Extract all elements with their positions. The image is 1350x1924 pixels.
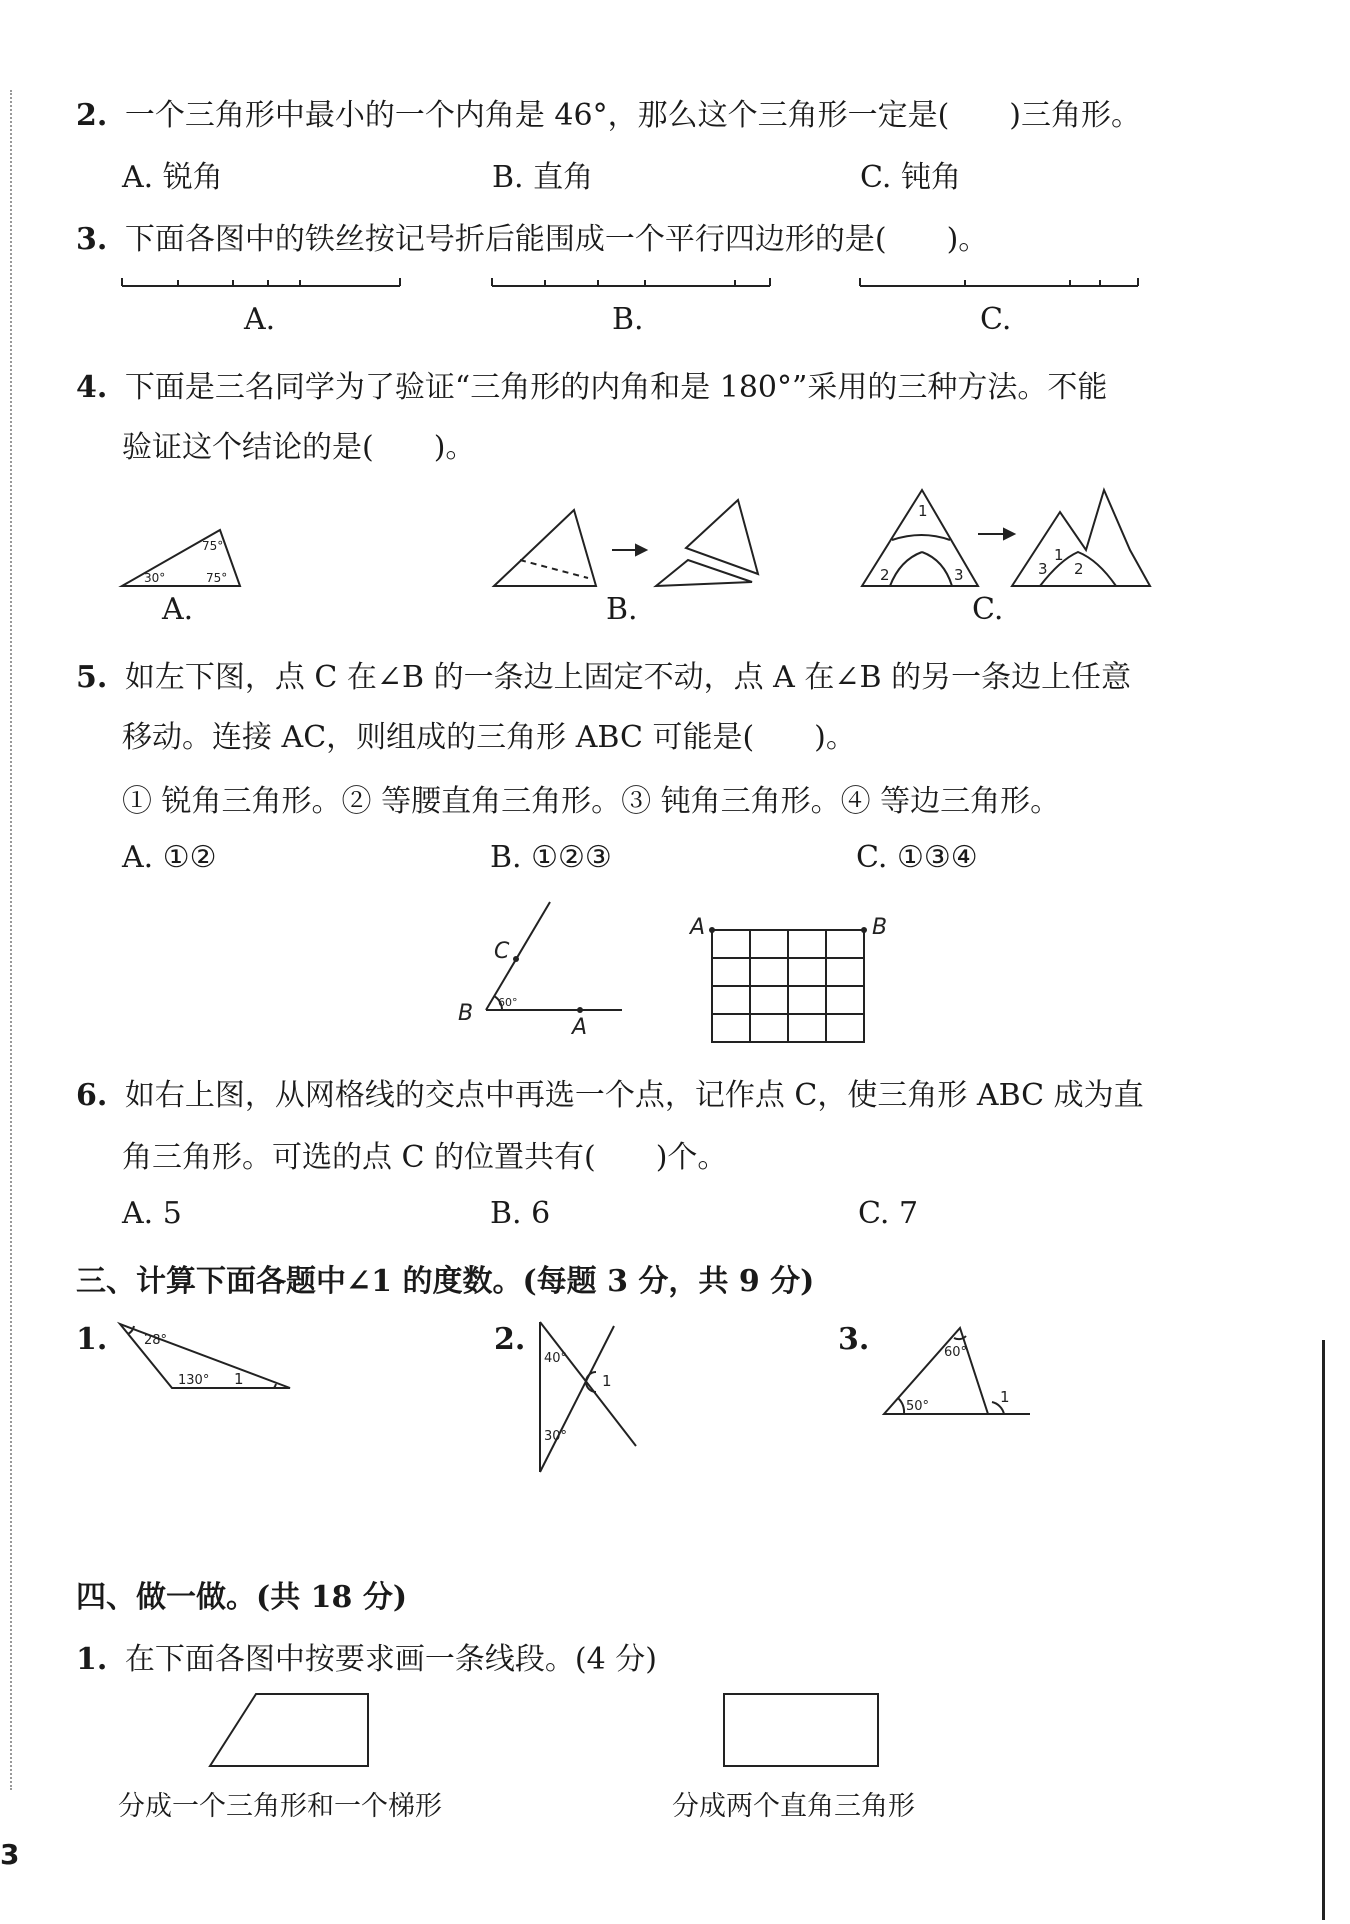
question-5-line2: 移动。连接 AC，则组成的三角形 ABC 可能是( )。: [122, 720, 856, 755]
s3-item-1-number: 1.: [76, 1322, 108, 1357]
fig1-angle-130: 130°: [178, 1373, 210, 1388]
question-number: 2.: [76, 98, 108, 133]
fig3-angle-50: 50°: [906, 1399, 930, 1414]
point-c-label: C: [494, 939, 510, 964]
q4-option-a[interactable]: A.: [162, 592, 194, 627]
question-text-line1: 下面是三名同学为了验证“三角形的内角和是 180°”采用的三种方法。不能: [124, 370, 1108, 405]
wire-c: [860, 278, 1138, 286]
question-text: 在下面各图中按要求画一条线段。(4 分): [124, 1642, 657, 1677]
s4-parallelogram[interactable]: [210, 1690, 410, 1780]
fig-c-label-3: 3: [954, 566, 964, 584]
q6-option-c[interactable]: C. 7: [858, 1196, 919, 1231]
angle-60-label: 60°: [498, 996, 518, 1009]
s3-item-3-number: 3.: [838, 1322, 870, 1357]
fig3-angle-60: 60°: [944, 1345, 968, 1360]
fig2-angle-40: 40°: [544, 1351, 568, 1366]
question-6: [76, 1070, 1144, 1114]
fig3-angle-1: 1: [1000, 1388, 1010, 1406]
question-text: 下面各图中的铁丝按记号折后能围成一个平行四边形的是( )。: [124, 222, 989, 257]
question-4-line2: 验证这个结论的是( )。: [122, 430, 476, 465]
fig-c-r-label-2: 2: [1074, 560, 1084, 578]
s3-item-2-number: 2.: [494, 1322, 526, 1357]
fig1-angle-1: 1: [234, 1370, 244, 1388]
question-5-choices: ① 锐角三角形。② 等腰直角三角形。③ 钝角三角形。④ 等边三角形。: [122, 784, 1061, 819]
fig-c-r-label-1: 1: [1054, 546, 1064, 564]
question-number: 1.: [76, 1642, 108, 1677]
question-text-line1: 如右上图，从网格线的交点中再选一个点，记作点 C，使三角形 ABC 成为直: [124, 1078, 1144, 1113]
grid-point-b-label: B: [872, 915, 888, 940]
fig1-angle-28: 28°: [144, 1333, 168, 1348]
fig-c-label-1: 1: [918, 502, 928, 520]
grid-point-a-label: A: [690, 915, 706, 940]
point-b-label: B: [458, 1001, 474, 1026]
question-number: 5.: [76, 660, 108, 695]
arrow-b-head: [636, 545, 646, 555]
q4-option-b[interactable]: B.: [606, 592, 638, 627]
right-binding-line: [1322, 1340, 1325, 1920]
q6-grid-figure: [686, 910, 906, 1050]
s4-caption-1: 分成一个三角形和一个梯形: [118, 1791, 442, 1822]
wire-a: [122, 278, 400, 286]
q3-option-a[interactable]: A.: [244, 302, 276, 337]
question-number: 4.: [76, 370, 108, 405]
question-6-line2: 角三角形。可选的点 C 的位置共有( )个。: [122, 1140, 728, 1175]
fig-c-r-label-3: 3: [1038, 560, 1048, 578]
q2-option-a[interactable]: A. 锐角: [122, 160, 223, 195]
s4-rectangle[interactable]: [722, 1692, 892, 1782]
left-margin-dotted-line: [10, 90, 12, 1790]
fig-a-angle-left: 30°: [144, 571, 166, 585]
question-5: [76, 652, 1131, 696]
question-2: [76, 90, 1141, 134]
q4-figures: [0, 490, 1350, 620]
s4-caption-2: 分成两个直角三角形: [672, 1791, 915, 1822]
q5-option-a[interactable]: A. ①②: [122, 840, 217, 875]
question-text: 一个三角形中最小的一个内角是 46°，那么这个三角形一定是( )三角形。: [124, 98, 1141, 133]
fig-c-label-2: 2: [880, 566, 890, 584]
q5-option-c[interactable]: C. ①③④: [856, 840, 978, 875]
q5-option-b[interactable]: B. ①②③: [490, 840, 612, 875]
arrow-c-head: [1004, 529, 1014, 539]
question-text-line1: 如左下图，点 C 在∠B 的一条边上固定不动，点 A 在∠B 的另一条边上任意: [124, 660, 1132, 695]
q2-option-c[interactable]: C. 钝角: [860, 160, 961, 195]
section-4-question-1: [76, 1634, 657, 1678]
q3-option-c[interactable]: C.: [980, 302, 1012, 337]
wire-b: [492, 278, 770, 286]
q6-option-a[interactable]: A. 5: [122, 1196, 182, 1231]
fig-c-cut: [890, 535, 952, 586]
s3-figure-3: [880, 1322, 1060, 1432]
question-number: 6.: [76, 1078, 108, 1113]
fig-a-angle-top: 75°: [202, 539, 224, 553]
fig-b-cut: [520, 560, 588, 578]
question-3: [76, 214, 988, 258]
section-3-title: 三、计算下面各题中∠1 的度数。(每题 3 分，共 9 分): [76, 1264, 815, 1299]
page-number: 3: [0, 1838, 20, 1871]
fig-b-piece2: [656, 560, 752, 586]
q6-option-b[interactable]: B. 6: [490, 1196, 551, 1231]
q5-angle-figure: [450, 900, 650, 1040]
fig2-angle-1: 1: [602, 1372, 612, 1390]
wire-figures: [0, 270, 1350, 330]
q3-option-b[interactable]: B.: [612, 302, 644, 337]
fig2-angle-30: 30°: [544, 1429, 568, 1444]
question-number: 3.: [76, 222, 108, 257]
section-4-title: 四、做一做。(共 18 分): [76, 1580, 408, 1615]
point-a-label: A: [572, 1015, 588, 1040]
q2-option-b[interactable]: B. 直角: [492, 160, 594, 195]
fig-b-triangle: [494, 510, 596, 586]
fig-a-angle-right: 75°: [206, 571, 228, 585]
question-4: [76, 362, 1107, 406]
s3-figure-1: [110, 1320, 310, 1400]
q4-option-c[interactable]: C.: [972, 592, 1004, 627]
s3-figure-2: [530, 1322, 650, 1482]
